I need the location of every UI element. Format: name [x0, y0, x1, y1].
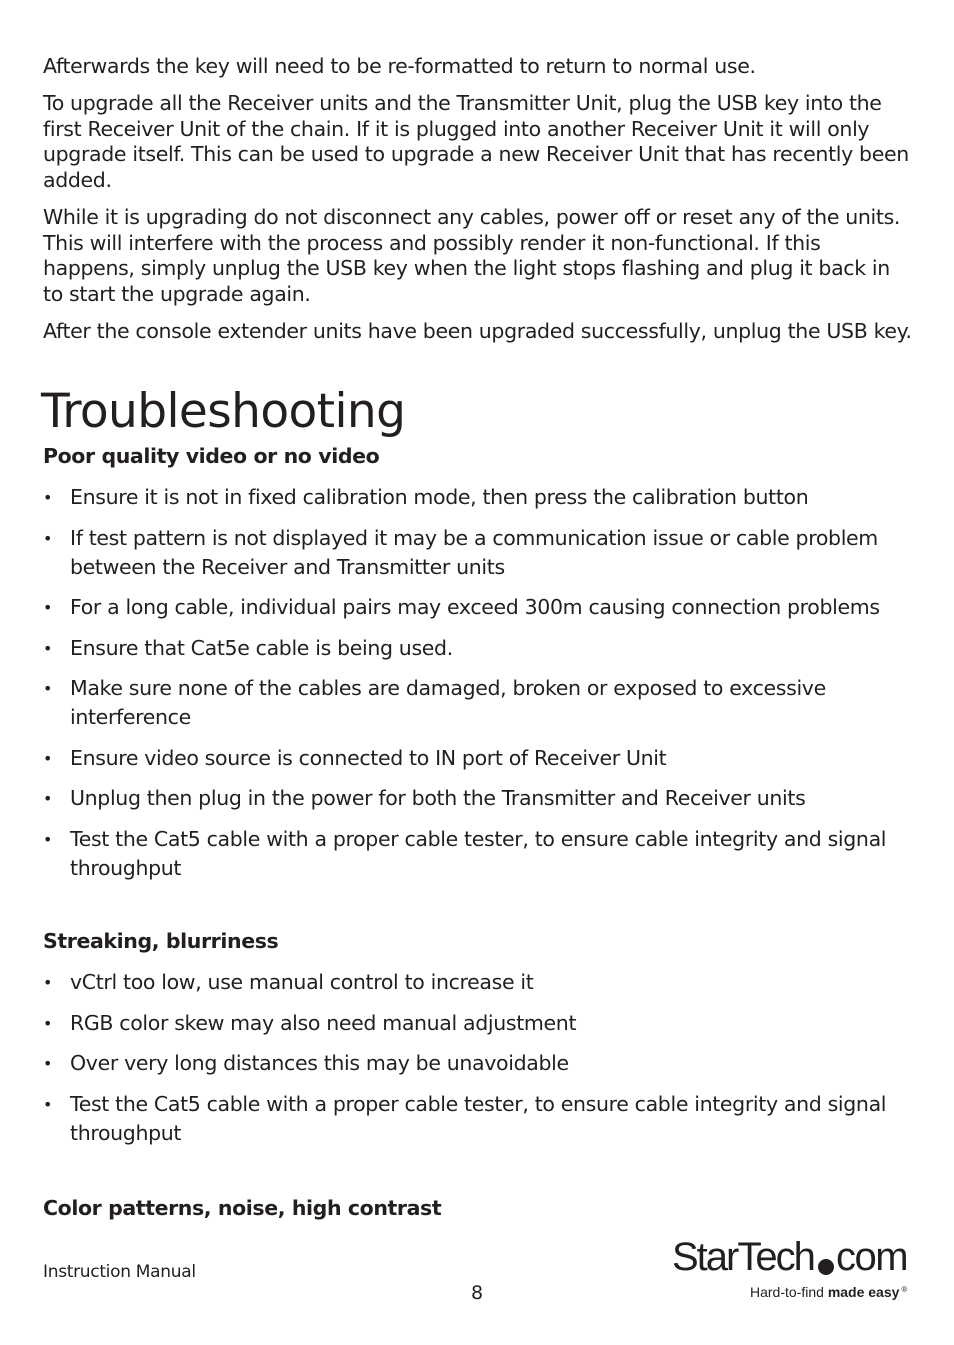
list-item: • Unplug then plug in the power for both the Transmitter and Receiver units [43, 784, 915, 813]
list-item: • For a long cable, individual pairs may exceed 300m causing connection problems [43, 593, 915, 622]
heading-poor-video: Poor quality video or no video [43, 444, 380, 468]
bullet-icon: • [43, 1013, 53, 1033]
bullet-icon: • [43, 528, 53, 548]
list-item: • Test the Cat5 cable with a proper cable tester, to ensure cable integrity and signal throughput [43, 826, 887, 880]
startech-logo [672, 1233, 912, 1303]
list-item: • Make sure none of the cables are damaged, broken or exposed to excessive interference [43, 676, 826, 729]
list-item: • Ensure that Cat5e cable is being used. [43, 634, 915, 663]
list-streaking [43, 968, 915, 1159]
bullet-icon: • [43, 638, 53, 658]
heading-color-patterns: Color patterns, noise, high contrast [43, 1196, 442, 1220]
list-item: • Over very long distances this may be unavoidable [43, 1049, 915, 1078]
bullet-icon: • [43, 829, 53, 849]
logo-suffix-text: com [836, 1235, 908, 1279]
logo-dot-icon [818, 1259, 834, 1275]
page-number: 8 [470, 1282, 484, 1304]
list-item: • vCtrl too low, use manual control to increase it [43, 968, 915, 997]
intro-paragraph-2: To upgrade all the Receiver units and the Transmitter Unit, plug the USB key into the first Receiver Unit of the chain. If it is plugged into another Receiver Unit it will only upgrade itself. This can be used to upgrade a new Receiver Unit that has recently been added. [43, 91, 909, 192]
intro-paragraph-1: Afterwards the key will need to be re-formatted to return to normal use. [43, 54, 756, 78]
list-item: • Ensure it is not in fixed calibration mode, then press the calibration button [43, 483, 915, 512]
logo-brand-text: StarTech [672, 1235, 814, 1279]
list-item: • Ensure video source is connected to IN port of Receiver Unit [43, 744, 915, 773]
bullet-icon: • [43, 789, 53, 808]
bullet-icon: • [43, 973, 53, 992]
bullet-icon: • [43, 1094, 53, 1114]
bullet-icon: • [43, 748, 53, 768]
bullet-icon: • [43, 488, 53, 507]
section-title: Troubleshooting [41, 384, 406, 439]
bullet-icon: • [43, 679, 53, 698]
intro-paragraph-4: After the console extender units have been upgraded successfully, unplug the USB key. [43, 319, 912, 343]
heading-streaking: Streaking, blurriness [43, 929, 279, 953]
intro-paragraph-3: While it is upgrading do not disconnect any cables, power off or reset any of the units. This will interfere with the process and possibly render it non-functional. If this happens, simply unplug the USB key when the light stops flashing and plug it back in to start the upgrade again. [43, 205, 901, 306]
list-item: • RGB color skew may also need manual adjustment [43, 1009, 915, 1038]
bullet-icon: • [43, 1054, 53, 1073]
logo-tagline: Hard-to-find made easy ® [750, 1284, 908, 1300]
bullet-icon: • [43, 598, 53, 617]
list-poor-video [43, 483, 915, 894]
list-item: • If test pattern is not displayed it may be a communication issue or cable problem between the Receiver and Transmitter units [43, 525, 878, 579]
list-item: • Test the Cat5 cable with a proper cable tester, to ensure cable integrity and signal throughput [43, 1091, 887, 1145]
footer-document-title: Instruction Manual [43, 1262, 196, 1282]
